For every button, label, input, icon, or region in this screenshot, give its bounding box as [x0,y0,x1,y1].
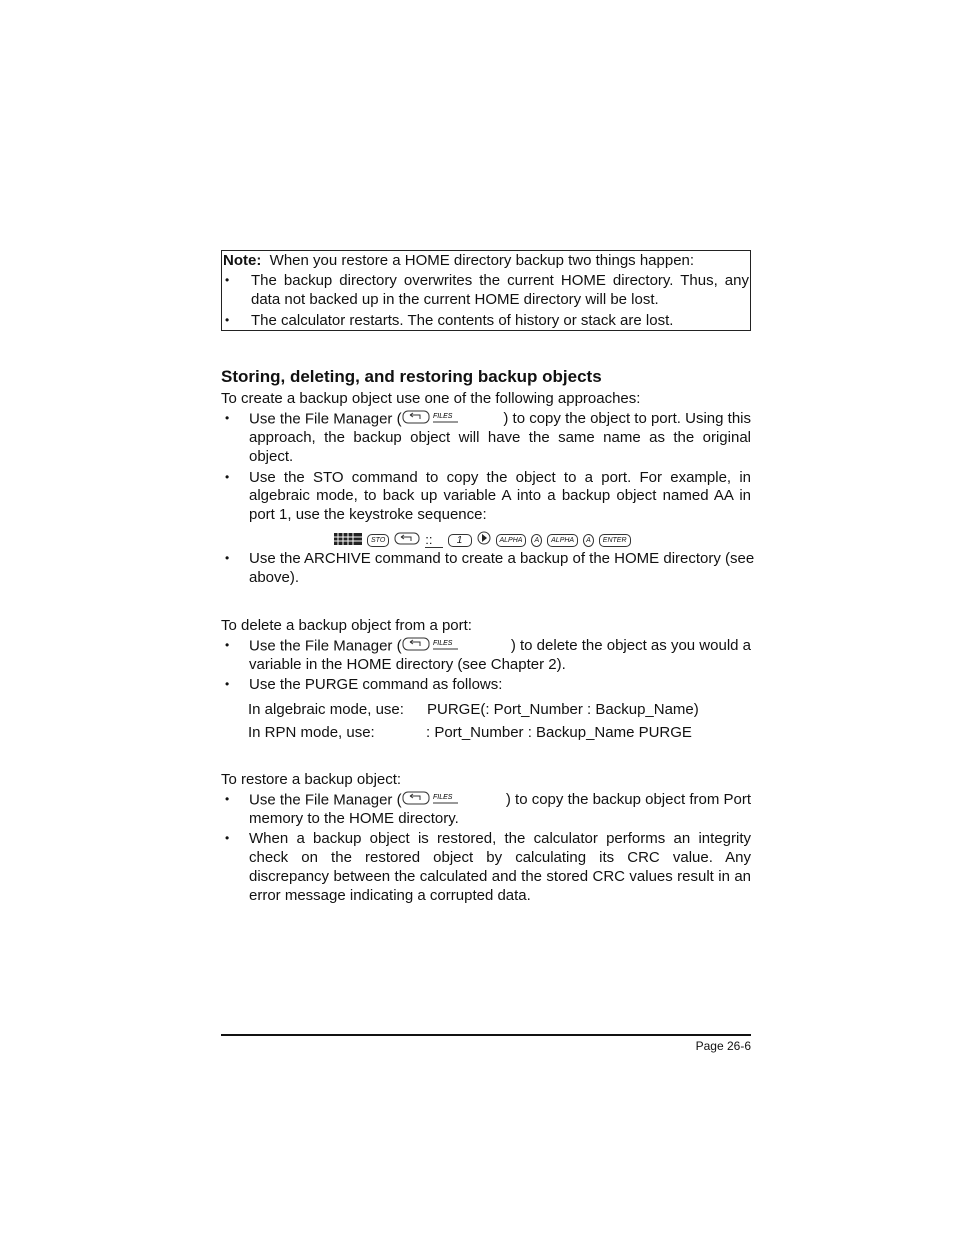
one-key: 1 [448,534,472,547]
delete-intro: To delete a backup object from a port: [221,617,472,634]
bullet: • [225,411,230,425]
restore-b2-line1: When a backup object is restored, the calculator performs an integrity [249,830,751,847]
svg-text:FILES: FILES [432,640,453,647]
footer-rule [221,1034,751,1036]
restore-b2-line4: error message indicating a corrupted data. [249,887,531,904]
alg-label: In algebraic mode, use: [248,701,404,718]
delete-b1-line1 [249,636,751,657]
restore-b2-line3: discrepancy between the calculated and the stored CRC values result in an [249,868,751,885]
bullet: • [225,638,230,652]
delete-b1-post: ) to delete the object as you would a [510,637,751,654]
section-heading: Storing, deleting, and restoring backup objects [221,367,602,386]
create-b2-line3: port 1, use the keystroke sequence: [249,506,487,523]
note-bullet1-line2: data not backed up in the current HOME directory will be lost. [251,291,659,308]
left-shift-files-key-icon [402,790,460,811]
keystroke-sequence [334,532,631,548]
restore-b2-line2: check on the restored object by calculating its CRC value. Any [249,849,751,866]
create-b1-post: ) to copy the object to port. Using this [503,410,751,427]
create-intro: To create a backup object use one of the following approaches: [221,390,641,407]
note-intro: When you restore a HOME directory backup two things happen: [269,252,695,269]
calculator-keypad-icon [334,532,362,549]
delete-b1-pre: Use the File Manager ( [249,637,402,655]
restore-b1-line1 [249,790,751,811]
note-label: Note: [223,252,262,269]
restore-b1-post: ) to copy the backup object from Port [505,791,751,808]
left-shift-files-key-icon [402,409,460,430]
delete-b1-line2: variable in the HOME directory (see Chapter 2). [249,656,566,673]
enter-key: ENTER [599,534,631,547]
left-shift-files-key-icon [402,636,460,657]
create-b1-line3: object. [249,448,294,465]
bullet: • [225,677,230,691]
bullet: • [225,273,230,287]
rpn-value: : Port_Number : Backup_Name PURGE [426,724,692,741]
create-b3-line2: above). [249,569,300,586]
note-bullet2: The calculator restarts. The contents of history or stack are lost. [251,312,674,329]
bullet: • [225,792,230,806]
svg-text:FILES: FILES [432,794,453,801]
svg-text:FILES: FILES [432,413,453,420]
sto-key: STO [367,534,389,547]
bullet: • [225,313,230,327]
right-arrow-key-icon [477,531,491,549]
restore-b1-pre: Use the File Manager ( [249,791,402,809]
create-b1-pre: Use the File Manager ( [249,410,402,428]
create-b2-line2: algebraic mode, to back up variable A into a backup object named AA in [249,487,751,504]
create-b1-line1 [249,409,751,430]
rpn-label: In RPN mode, use: [248,724,375,741]
left-shift-key-icon [394,532,420,549]
bullet: • [225,551,230,565]
bullet: • [225,831,230,845]
a-key: A [583,534,594,547]
note-line [223,251,694,270]
page-number: Page 26-6 [695,1039,751,1053]
create-b3-line1: Use the ARCHIVE command to create a backup of the HOME directory (see [249,550,755,567]
create-b1-line2: approach, the backup object will have the same name as the original [249,429,751,446]
bullet: • [225,470,230,484]
alpha-key: ALPHA [496,534,527,547]
colons-key-label: :: [425,532,442,548]
delete-b2: Use the PURGE command as follows: [249,676,503,693]
restore-b1-line2: memory to the HOME directory. [249,810,459,827]
restore-intro: To restore a backup object: [221,771,402,788]
note-bullet1-line1: The backup directory overwrites the current HOME directory. Thus, any [251,272,749,289]
alpha-key: ALPHA [547,534,578,547]
create-b2-line1: Use the STO command to copy the object to a port. For example, in [249,469,751,486]
a-key: A [531,534,542,547]
alg-value: PURGE(: Port_Number : Backup_Name) [427,701,699,718]
